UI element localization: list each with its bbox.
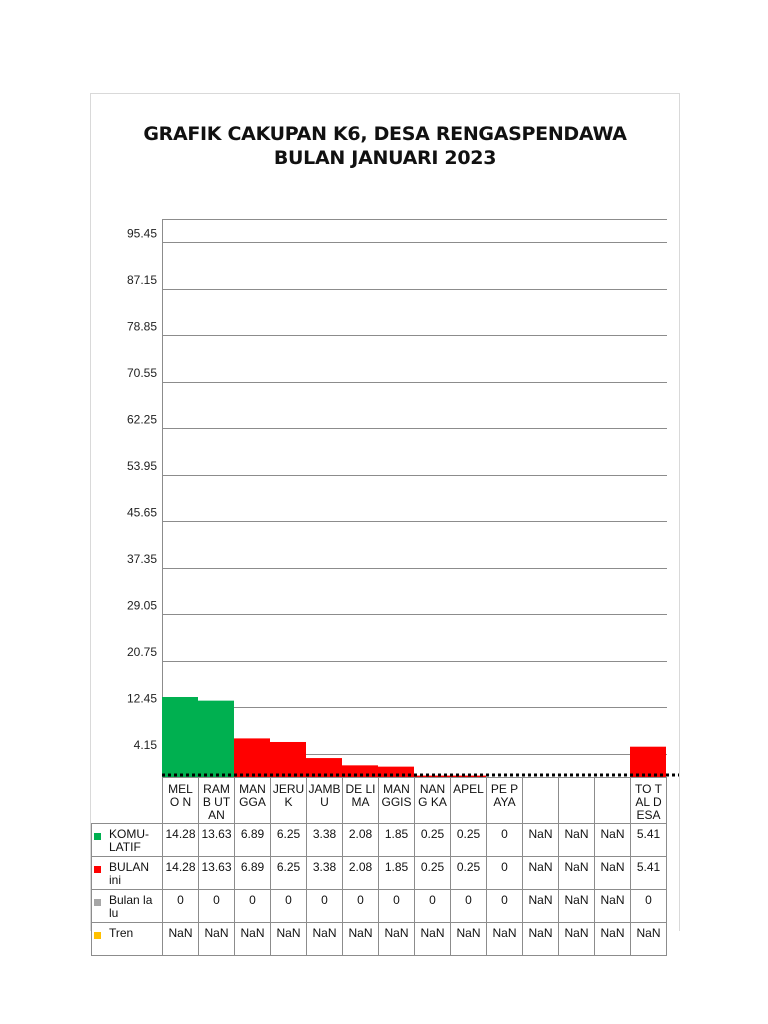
data-value-2-6: 0 xyxy=(379,890,415,923)
chart-title-line-1: GRAFIK CAKUPAN K6, DESA RENGASPENDAWA xyxy=(143,123,627,145)
y-tick-label-6: 53.95 xyxy=(126,458,157,473)
data-value-3-12: NaN xyxy=(595,923,631,956)
legend-entry-2 xyxy=(92,890,163,923)
chart-title-line-2: BULAN JANUARI 2023 xyxy=(273,147,497,169)
category-label-text-2: MAN GGA xyxy=(239,782,266,809)
data-value-2-0: 0 xyxy=(163,890,199,923)
y-tick-label-9: 78.85 xyxy=(126,319,157,334)
data-value-1-9: 0 xyxy=(487,857,523,890)
y-tick-label-4: 37.35 xyxy=(126,551,157,566)
data-value-1-5: 2.08 xyxy=(343,857,379,890)
category-label-text-3: JERUK xyxy=(272,782,305,809)
y-tick-label-10: 87.15 xyxy=(126,272,157,287)
series-row-2 xyxy=(92,890,667,923)
data-value-2-12: NaN xyxy=(595,890,631,923)
data-value-1-2: 6.89 xyxy=(235,857,271,890)
category-label-2 xyxy=(235,778,271,824)
data-value-0-3: 6.25 xyxy=(271,824,307,857)
data-value-3-1: NaN xyxy=(199,923,235,956)
category-label-7 xyxy=(415,778,451,824)
data-value-1-11: NaN xyxy=(559,857,595,890)
legend-label-1: BULAN ini xyxy=(109,860,150,887)
data-value-2-7: 0 xyxy=(415,890,451,923)
data-value-3-2: NaN xyxy=(235,923,271,956)
data-value-2-11: NaN xyxy=(559,890,595,923)
data-value-0-10: NaN xyxy=(523,824,559,857)
bar-3 xyxy=(270,742,306,777)
category-label-4 xyxy=(307,778,343,824)
category-label-text-0: MELO N xyxy=(168,782,193,809)
data-value-2-10: NaN xyxy=(523,890,559,923)
legend-label-0: KOMU-LATIF xyxy=(109,827,149,854)
category-label-text-9: PE PAYA xyxy=(490,782,519,809)
data-value-3-4: NaN xyxy=(307,923,343,956)
data-value-1-12: NaN xyxy=(595,857,631,890)
data-value-0-6: 1.85 xyxy=(379,824,415,857)
data-value-0-1: 13.63 xyxy=(199,824,235,857)
data-value-3-7: NaN xyxy=(415,923,451,956)
data-value-2-13: 0 xyxy=(631,890,667,923)
data-value-3-0: NaN xyxy=(163,923,199,956)
data-value-1-6: 1.85 xyxy=(379,857,415,890)
data-value-3-6: NaN xyxy=(379,923,415,956)
data-value-0-13: 5.41 xyxy=(631,824,667,857)
data-value-3-9: NaN xyxy=(487,923,523,956)
data-value-0-12: NaN xyxy=(595,824,631,857)
legend-swatch-0 xyxy=(94,833,101,840)
category-label-12 xyxy=(595,778,631,824)
data-value-3-10: NaN xyxy=(523,923,559,956)
data-value-1-7: 0.25 xyxy=(415,857,451,890)
bar-1 xyxy=(198,701,234,777)
legend-label-3: Tren xyxy=(109,926,134,940)
legend-entry-3 xyxy=(92,923,163,956)
series-row-3 xyxy=(92,923,667,956)
series-row-1 xyxy=(92,857,667,890)
data-value-0-7: 0.25 xyxy=(415,824,451,857)
data-value-0-2: 6.89 xyxy=(235,824,271,857)
data-value-1-13: 5.41 xyxy=(631,857,667,890)
bar-2 xyxy=(234,738,270,777)
y-tick-label-8: 70.55 xyxy=(126,365,157,380)
category-label-0 xyxy=(163,778,199,824)
data-value-0-9: 0 xyxy=(487,824,523,857)
category-row xyxy=(92,778,667,824)
data-value-2-9: 0 xyxy=(487,890,523,923)
y-tick-label-5: 45.65 xyxy=(126,505,157,520)
category-label-1 xyxy=(199,778,235,824)
legend-entry-1 xyxy=(92,857,163,890)
category-label-8 xyxy=(451,778,487,824)
data-value-1-1: 13.63 xyxy=(199,857,235,890)
category-label-11 xyxy=(559,778,595,824)
data-value-0-11: NaN xyxy=(559,824,595,857)
data-value-0-4: 3.38 xyxy=(307,824,343,857)
category-label-text-7: NANG KA xyxy=(418,782,447,809)
category-label-13 xyxy=(631,778,667,824)
legend-label-2: Bulan lalu xyxy=(109,893,153,920)
data-value-1-4: 3.38 xyxy=(307,857,343,890)
y-tick-label-1: 12.45 xyxy=(126,691,157,706)
category-label-5 xyxy=(343,778,379,824)
category-label-text-1: RAMB UTAN xyxy=(202,782,231,822)
category-label-text-6: MAN GGIS xyxy=(381,782,412,809)
data-value-3-5: NaN xyxy=(343,923,379,956)
y-tick-label-11: 95.45 xyxy=(126,226,157,241)
legend-swatch-2 xyxy=(94,899,101,906)
category-label-text-4: JAMB U xyxy=(308,782,341,809)
table-corner-cell xyxy=(92,778,163,824)
category-label-10 xyxy=(523,778,559,824)
data-value-1-10: NaN xyxy=(523,857,559,890)
legend-swatch-1 xyxy=(94,866,101,873)
data-value-1-8: 0.25 xyxy=(451,857,487,890)
y-tick-label-0: 4.15 xyxy=(133,737,157,752)
category-label-3 xyxy=(271,778,307,824)
series-row-0 xyxy=(92,824,667,857)
data-value-2-4: 0 xyxy=(307,890,343,923)
legend-entry-0 xyxy=(92,824,163,857)
data-value-3-11: NaN xyxy=(559,923,595,956)
data-value-3-8: NaN xyxy=(451,923,487,956)
data-value-1-3: 6.25 xyxy=(271,857,307,890)
data-value-2-5: 0 xyxy=(343,890,379,923)
data-value-2-2: 0 xyxy=(235,890,271,923)
data-value-3-3: NaN xyxy=(271,923,307,956)
category-label-text-8: APEL xyxy=(453,782,484,796)
data-value-0-0: 14.28 xyxy=(163,824,199,857)
data-value-1-0: 14.28 xyxy=(163,857,199,890)
legend-swatch-3 xyxy=(94,932,101,939)
report-page xyxy=(90,93,680,940)
category-label-text-5: DE LIMA xyxy=(345,782,376,809)
y-tick-label-7: 62.25 xyxy=(126,412,157,427)
data-value-0-5: 2.08 xyxy=(343,824,379,857)
data-value-2-8: 0 xyxy=(451,890,487,923)
bar-0 xyxy=(162,697,198,777)
category-label-text-13: TO TAL DESA xyxy=(635,782,662,822)
category-label-9 xyxy=(487,778,523,824)
data-table xyxy=(91,777,667,956)
bar-13 xyxy=(630,747,666,777)
category-label-6 xyxy=(379,778,415,824)
y-tick-label-2: 20.75 xyxy=(126,644,157,659)
data-value-2-1: 0 xyxy=(199,890,235,923)
data-value-3-13: NaN xyxy=(631,923,667,956)
data-value-0-8: 0.25 xyxy=(451,824,487,857)
data-value-2-3: 0 xyxy=(271,890,307,923)
y-tick-label-3: 29.05 xyxy=(126,598,157,613)
